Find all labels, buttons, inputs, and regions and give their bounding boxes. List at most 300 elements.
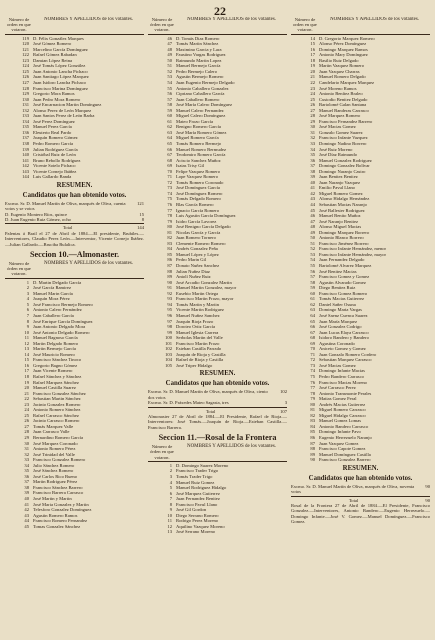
- voter-number: 90: [310, 457, 315, 463]
- voter-name: Agustin Romero Ramos: [33, 512, 78, 518]
- candidate-votes: 90: [425, 483, 430, 489]
- voter-number: 41: [24, 501, 29, 507]
- voter-number: 59: [310, 285, 315, 291]
- voter-number: 80: [167, 224, 172, 230]
- candidate-votes: 102: [280, 389, 287, 395]
- voter-name: José Naranjo Benitez: [319, 218, 359, 224]
- voter-number: 89: [310, 451, 315, 457]
- voter-name: Pedro Bermejo Calero: [176, 68, 218, 74]
- voter-name: Eusebio Martin Ortega: [176, 290, 219, 296]
- voter-number: 58: [167, 102, 172, 108]
- voter-name: Raimundo Martin Lopez: [176, 57, 222, 63]
- voter-name: Manuel Nuñez Sanchez: [176, 312, 220, 318]
- voter-name: Rafael Marquez Sánchez: [33, 379, 79, 385]
- voter-name: Martin Rodriguez Pérez: [33, 479, 78, 485]
- voter-number: 56: [167, 91, 172, 97]
- page-number: 22: [214, 4, 226, 18]
- voter-number: 12: [24, 340, 29, 346]
- voter-number: 125: [22, 68, 29, 74]
- voter-number: 132: [22, 107, 29, 113]
- voter-name: Faustino Vargas Rodriguez: [176, 52, 226, 58]
- voter-name: Tomás Romero Bermejo: [176, 141, 222, 146]
- voter-number: 48: [310, 224, 315, 230]
- voter-name: Manuel Banderas Carrasco: [319, 107, 369, 113]
- voter-name: Andrés Macias Gutierrez: [319, 401, 366, 407]
- voter-number: 96: [167, 312, 172, 318]
- voter-name: Juan Fernandez Benitez: [176, 496, 220, 502]
- voter-name: Julian Nuñez Diaz: [176, 268, 210, 274]
- voter-number: 50: [167, 57, 172, 63]
- voter-name: José María Calero Domínguez: [176, 102, 233, 108]
- voter-number: 37: [24, 479, 29, 485]
- voter-name: Rafael Sánchez y Sánchez: [33, 373, 82, 379]
- voter-name: Isaias Trisy Gil: [176, 163, 205, 169]
- voter-name: Julian Rodríguez García: [33, 146, 78, 152]
- voter-number: 69: [167, 163, 172, 169]
- voter-number: 66: [310, 324, 315, 330]
- voter-name: Candelario Marquez Marquez: [319, 79, 375, 85]
- section-heading: Seccion 11.—Rosal de la Frontera: [158, 433, 277, 443]
- voter-name: Sebastian Martin Sánchez: [33, 396, 81, 402]
- voter-name: Luis Gallardo Banda: [33, 174, 72, 180]
- voter-number: 88: [167, 268, 172, 274]
- voter-name: Francisco Sánchez Tinoco: [33, 357, 82, 363]
- voter-number: 53: [310, 251, 315, 257]
- voter-name: Antonio Benítez Braleo: [319, 91, 363, 97]
- voter-name: Bartolomé Alvarez Marquez: [319, 263, 372, 269]
- voter-number: 72: [310, 357, 315, 363]
- voter-name: Bernardino Romero García: [33, 435, 84, 440]
- voter-number: 126: [22, 74, 29, 80]
- voter-number: 56: [310, 268, 315, 274]
- voter-number: 36: [310, 157, 315, 163]
- voter-name: Manuel Romero Bermudez: [176, 146, 227, 152]
- voter-name: José Saenz Cuenca Suarez: [319, 312, 368, 318]
- voter-name: Juan Vazquez Charras: [319, 68, 360, 74]
- voter-number: 94: [167, 301, 172, 307]
- voter-number: 57: [167, 96, 172, 102]
- voter-number: 75: [310, 373, 315, 379]
- voter-name: José Gonzalez Codrigo: [319, 324, 362, 330]
- voter-name: José Carrasco Perez: [319, 385, 356, 391]
- voter-number: 50: [310, 235, 315, 241]
- voter-name: Domingo Naranjo Castro: [319, 168, 366, 174]
- voter-number: 30: [310, 124, 315, 130]
- voter-number: 43: [310, 196, 315, 202]
- voter-number: 64: [167, 135, 172, 141]
- voter-number: 21: [310, 74, 315, 80]
- voter-name: Pedro Romero García: [33, 141, 74, 146]
- voter-name: Antonio Blanco Borrero: [319, 235, 364, 241]
- voter-name: Manuel Calero Fernandez: [176, 107, 224, 113]
- voter-name: Juan Lucas Elaya Carrasco: [319, 329, 369, 335]
- voter-name: Aciscio Sanchez Muñoz: [176, 157, 221, 163]
- signature-paragraph: Almonaster 27 de Abril de 1884.—El Presidente, Rafael de Rioja.—Interventores: José Tomás.—Joaquín de Rioja.—Esteban Castilla.—Francisco Barrera.: [148, 414, 287, 430]
- voter-name: Tomás Martin y Martin: [176, 301, 219, 307]
- voter-number: 34: [310, 146, 315, 152]
- voter-number: 59: [167, 107, 172, 113]
- voter-number: 100: [165, 335, 172, 341]
- voter-name: Juan Gonzalo Romero Cordero: [319, 351, 377, 357]
- voter-number: 38: [310, 168, 315, 174]
- voter-name: Tomás Romero Coronado: [176, 179, 224, 185]
- voter-number: 71: [310, 351, 315, 357]
- voter-name: Gregorio Bagno Gómez: [33, 362, 78, 368]
- voter-name: Manuel Bagnoso García: [33, 335, 78, 341]
- candidate-name: D. Eugenio Montero Ríos, quince: [5, 211, 68, 217]
- voter-number: 74: [167, 190, 172, 196]
- voter-name: Gregorio Mora Ramos: [33, 91, 75, 97]
- voter-number: 38: [24, 484, 29, 490]
- voter-number: 51: [167, 63, 172, 69]
- voter-number: 133: [22, 113, 29, 119]
- voter-number: 79: [167, 218, 172, 224]
- voter-name: José Gil Gordon: [176, 507, 207, 513]
- voter-number: 32: [310, 135, 315, 141]
- voter-name: Martin Bermejo García: [33, 346, 76, 352]
- voter-number: 58: [310, 279, 315, 285]
- voter-name: Manuel Marin García: [33, 290, 73, 296]
- voter-name: José Benigno García Delgado: [176, 224, 231, 230]
- voter-number: 42: [310, 190, 315, 196]
- voter-number: 5: [26, 301, 29, 307]
- candidate-name: Excmo. Sr. D. Manuel Martín de Oliva, marqués de Oliva, cuenta votos y se votos: [5, 200, 126, 212]
- voter-number: 123: [22, 57, 29, 63]
- voter-number: 142: [22, 163, 29, 169]
- voter-number: 1: [26, 279, 29, 285]
- voter-name: Manuel Gomez Lomas: [319, 418, 362, 424]
- voter-number: 88: [310, 446, 315, 452]
- voter-number: 24: [310, 91, 315, 97]
- table-row: [291, 457, 430, 463]
- voter-name: Damian López Reina: [33, 57, 73, 63]
- header-names-label: NOMBRES Y APELLIDOS de los votantes.: [43, 17, 134, 22]
- voter-name: D. Gregorio Marquez Romero: [319, 35, 375, 41]
- voter-number: 92: [167, 290, 172, 296]
- voter-name: Lope Vazquez Romero: [176, 174, 219, 180]
- voter-number: 24: [24, 407, 29, 413]
- voter-number: 73: [167, 185, 172, 191]
- voter-name: Telesforo Gonzalez Domínguez: [33, 507, 92, 513]
- voter-name: José Serrano Moreno: [176, 529, 216, 535]
- voter-number: 44: [310, 202, 315, 208]
- voter-number: 6: [26, 307, 29, 313]
- voter-name: Esteban Castilla Parrado: [176, 346, 222, 352]
- voter-number: 63: [310, 307, 315, 313]
- voter-name: José Maria Gonzalez y Martin: [33, 501, 89, 507]
- voter-name: Aquilino Vazquez Moreno: [176, 523, 225, 529]
- voter-number: 45: [310, 207, 315, 213]
- voter-number: 70: [167, 168, 172, 174]
- voter-number: 120: [22, 41, 29, 47]
- voter-name: José Moreno Ramos: [319, 85, 357, 91]
- voter-number: 85: [167, 251, 172, 257]
- voter-name: Bruno Rebollo Rodríguez: [33, 157, 81, 163]
- voter-name: José Perez Domínguez: [33, 118, 75, 124]
- voter-number: 86: [310, 434, 315, 440]
- voter-number: 98: [167, 324, 172, 330]
- voter-number: 71: [167, 174, 172, 180]
- candidate-name: Excmo. Sr. D. Práxedes Mateo Sagasta, tres: [148, 400, 229, 406]
- section-heading: Seccion 10.—Almonaster.: [29, 250, 120, 260]
- voter-number: 29: [310, 118, 315, 124]
- voter-number: 35: [310, 152, 315, 158]
- voter-name: José Benitez Macias: [319, 268, 357, 274]
- voter-name: Bartolomé Galan Santana: [319, 102, 367, 108]
- voter-number: 9: [169, 507, 172, 513]
- voter-number: 129: [22, 91, 29, 97]
- voter-name: José Gómez Romero: [33, 41, 72, 47]
- voter-number: 90: [167, 279, 172, 285]
- candidate-row: [5, 217, 144, 222]
- voter-name: José Ballester Rodriguez: [319, 207, 365, 213]
- voter-name: Domingo Gonzalez Bolívar: [319, 163, 370, 169]
- voter-number: 54: [167, 79, 172, 85]
- voter-name: Jacinto Carrasco Romero: [33, 418, 80, 424]
- voter-name: Andrés Gonzalez Peña: [176, 246, 218, 252]
- voter-number: 57: [310, 274, 315, 280]
- voter-number: 77: [310, 385, 315, 391]
- voter-name: José Domínguez Romero: [176, 190, 223, 196]
- total-label: Total: [62, 225, 73, 231]
- voter-name: José Enrique García Domínguez: [33, 318, 93, 324]
- table-header: [148, 17, 287, 35]
- voter-number: 78: [167, 213, 172, 219]
- voter-number: 130: [22, 96, 29, 102]
- voter-name: Manuel López y López: [176, 251, 219, 257]
- voter-name: Teodomiro Romero García: [176, 152, 226, 158]
- voter-name: José Macias Gomez: [319, 124, 356, 130]
- candidate-votes: 15: [139, 211, 144, 217]
- voter-name: Juan Antonio Lancha Pichaco: [33, 68, 88, 74]
- candidate-name: Excmo. Sr. D. Manuel Martín de Oliva, marqués de Oliva, ciento dos votos: [148, 389, 268, 400]
- voter-name: Manuel Martin Gonzalez, mayor: [176, 285, 237, 291]
- header-number-label: Número de órden en que votaron.: [150, 17, 174, 33]
- voter-name: Francisco Gomez Romero: [319, 290, 368, 296]
- voter-name: José Ruiz Moreno: [319, 146, 353, 152]
- voter-number: 55: [310, 263, 315, 269]
- voter-name: Felipe Vazquez Romero: [176, 168, 221, 174]
- voter-number: 104: [165, 357, 172, 363]
- voter-name: Tomás Trader Trigo: [176, 473, 213, 479]
- voter-name: Francisco Infante Hernández, menor: [319, 246, 387, 252]
- voter-name: Francisco Trader Trigo: [176, 468, 219, 474]
- voter-number: 137: [22, 135, 29, 141]
- voter-name: Maximino Garcia y Lara: [176, 46, 222, 52]
- voter-number: 87: [310, 440, 315, 446]
- voter-number: 19: [24, 379, 29, 385]
- voter-name: José Trinidad del Valle: [33, 451, 75, 457]
- voter-name: Pedro Marin Gil: [176, 257, 207, 263]
- voter-name: Manuel Perez García: [33, 124, 72, 130]
- voter-name: Basilio Ruiz Delgado: [319, 57, 359, 63]
- voter-name: Domingo Maria Vargas: [319, 307, 362, 313]
- voter-number: 47: [310, 218, 315, 224]
- voter-name: Francisco Martin Frozo, mayor: [176, 296, 234, 302]
- voter-name: Tomás Delgado Romero: [176, 196, 221, 202]
- voter-number: 15: [310, 41, 315, 47]
- candidate-votes: 3: [284, 400, 287, 406]
- voter-name: Manuel Gonzalez Rodriguez: [319, 157, 372, 163]
- voter-name: Eugenio Herrezuelo Naranjo: [319, 434, 372, 440]
- voter-name: José Mauricio Romero: [33, 351, 75, 357]
- voter-name: Juan María Marquez: [319, 318, 358, 324]
- voter-number: 60: [167, 113, 172, 119]
- voter-name: Tomás Martin Sánchez: [176, 41, 219, 47]
- voter-number: 11: [24, 335, 29, 341]
- voter-number: 44: [24, 518, 29, 524]
- voter-name: Francisco Gonzalez Romero: [33, 457, 86, 463]
- voter-number: 13: [167, 529, 172, 535]
- voter-number: 78: [310, 390, 315, 396]
- voter-number: 68: [167, 157, 172, 163]
- voter-name: Francisco Marina Domínguez: [33, 85, 88, 91]
- voter-number: 99: [167, 329, 172, 335]
- voter-name: Aniceto Gomez y Gomez: [319, 346, 366, 352]
- voter-number: 82: [310, 412, 315, 418]
- voter-name: Nicolas García y García: [176, 229, 221, 235]
- voter-number: 49: [167, 52, 172, 58]
- voter-number: 54: [310, 257, 315, 263]
- voter-number: 22: [24, 396, 29, 402]
- voter-number: 29: [24, 435, 29, 440]
- voter-number: 23: [24, 401, 29, 407]
- voter-number: 45: [24, 523, 29, 529]
- voter-name: Francisco Martin Frozo: [176, 340, 220, 346]
- total-rule: [148, 407, 287, 408]
- header-names-label: NOMBRES Y APELLIDOS de los votantes.: [186, 17, 277, 22]
- voter-name: Doroteo Ortiz García: [176, 324, 216, 330]
- voter-number: 124: [22, 63, 29, 69]
- header-names-label: NOMBRES Y APELLIDOS de los votantes.: [186, 444, 277, 450]
- voter-name: Jacinto Gonzalez Romero: [33, 401, 81, 407]
- voter-number: 72: [167, 179, 172, 185]
- voter-name: Domingo Infante Pavo: [319, 429, 361, 435]
- voter-name: Tomás Macias Gutierrez: [319, 296, 365, 302]
- voter-name: Marcelino García Domínguez: [33, 46, 88, 52]
- voter-name: Daniel Sañer Osuna: [319, 301, 356, 307]
- voter-name: Rafael de Rioja y Castilla: [176, 357, 224, 363]
- summary-title: RESUMEN.: [56, 181, 93, 189]
- voter-number: 8: [169, 501, 172, 507]
- candidates-heading: Candidatos que han obtenido votos.: [165, 380, 270, 388]
- voter-name: José Carlos Rico Bueno: [33, 473, 78, 479]
- voter-name: Francisco Gonzalez Barrero: [319, 457, 371, 463]
- candidate-row: [148, 389, 287, 400]
- voter-number: 27: [310, 107, 315, 113]
- voter-name: Miguel Romero Carrasco: [319, 407, 366, 413]
- voter-name: Juan Antonio Delgado Mora: [33, 324, 86, 330]
- voter-name: D. Félix González Marques: [33, 35, 84, 41]
- voter-name: José Marquez Coronado: [33, 440, 78, 446]
- voter-name: José Arcadio Gonzalez Martin: [176, 279, 232, 285]
- voter-number: 66: [167, 146, 172, 152]
- voter-name: José García Ramirez: [33, 285, 72, 291]
- voter-name: Francisco Fernandez Barrero: [319, 118, 373, 124]
- voter-name: Serbolas Martin del Valle: [176, 335, 223, 341]
- voter-number: 138: [22, 141, 29, 146]
- voter-number: 127: [22, 79, 29, 85]
- voter-number: 60: [310, 290, 315, 296]
- voter-number: 140: [22, 152, 29, 158]
- voter-number: 20: [310, 68, 315, 74]
- voter-number: 122: [22, 52, 29, 58]
- voter-name: Vicente Cornejo Ibáñez: [33, 168, 77, 174]
- voter-number: 102: [165, 346, 172, 352]
- voter-number: 136: [22, 129, 29, 135]
- voter-name: Francisco Gomez y Gomez: [319, 274, 370, 280]
- total-label: Total: [205, 408, 216, 414]
- voter-name: Juan Caballero Romero: [176, 96, 220, 102]
- signature-paragraph: Rosal de la Frontera 27 de Abril de 1884.—El Presidente, Francisco Gonzalez.—Interventores, Antonio Bandero.—Eugenio Herrezuelo.—Domingo Infante.—José V. Gomez.—Manuel Domínguez.—Francisco Gomez.: [291, 502, 430, 525]
- voter-name: Martin Delgado Romero: [33, 340, 79, 346]
- voter-number: 86: [167, 257, 172, 263]
- header-number-label: Número de órden en que votaron.: [7, 261, 31, 277]
- voter-number: 39: [310, 174, 315, 180]
- voter-name: Vicente Sotelo Pichaco: [33, 163, 76, 169]
- voter-name: José Tomás López González: [33, 63, 86, 69]
- voter-number: 75: [167, 196, 172, 202]
- voter-number: 67: [310, 329, 315, 335]
- voter-name: Juan Fernandez Delgado: [319, 257, 365, 263]
- voter-name: Julio Sánchez Romero: [33, 462, 75, 468]
- voter-name: Agustin Bermejo Romero: [176, 74, 224, 80]
- voter-number: 83: [167, 240, 172, 246]
- voter-name: D. Martin Delgado García: [33, 279, 82, 285]
- voter-number: 101: [165, 340, 172, 346]
- voter-number: 49: [310, 229, 315, 235]
- voter-number: 5: [169, 485, 172, 491]
- voter-number: 28: [24, 429, 29, 435]
- voter-name: José Domínguez García: [176, 185, 220, 191]
- voter-name: Manuel Bermejo García: [176, 63, 221, 69]
- voter-number: 128: [22, 85, 29, 91]
- voter-name: Antonio Transmonte Perales: [319, 390, 372, 396]
- voter-number: 82: [167, 235, 172, 241]
- voter-name: Isidro García Lavorez: [176, 218, 217, 224]
- voter-number: 67: [167, 152, 172, 158]
- voter-number: 93: [167, 296, 172, 302]
- voter-number: 48: [167, 46, 172, 52]
- voter-number: 7: [26, 312, 29, 318]
- voter-name: Antonio Bandero Carrasco: [319, 423, 369, 429]
- voter-name: José Francisco Bermejo Romero: [33, 301, 93, 307]
- voter-name: Blas García Romero: [176, 202, 214, 208]
- voter-name: Eleuterio Real Pardo: [33, 129, 72, 135]
- voter-name: José Triper Hidalgo: [176, 362, 213, 368]
- voter-number: 1: [169, 462, 172, 468]
- voter-name: José Marquez Romero: [319, 113, 361, 119]
- total-rule: [291, 496, 430, 497]
- voter-number: 31: [24, 446, 29, 452]
- voter-name: José Encarnacion Martin Domínguez: [33, 102, 102, 108]
- voter-name: Juan Romero Tornero: [176, 235, 216, 241]
- voter-number: 83: [310, 418, 315, 424]
- voter-name: Mateo Frozo García: [176, 118, 213, 124]
- voter-name: Francisco Jiménez Borrero: [319, 240, 369, 246]
- voter-name: Clemente Romero Romero: [176, 240, 226, 246]
- voter-number: 55: [167, 85, 172, 91]
- voter-number: 65: [167, 141, 172, 146]
- voter-name: Juan Vazquez Gomez: [319, 440, 359, 446]
- voter-number: 17: [310, 52, 315, 58]
- voter-number: 33: [310, 141, 315, 146]
- voter-number: 4: [169, 479, 172, 485]
- voter-number: 51: [310, 240, 315, 246]
- voter-name: Matias Gomez Feral: [319, 396, 357, 402]
- total-value: 144: [137, 225, 144, 231]
- voter-number: 84: [167, 246, 172, 252]
